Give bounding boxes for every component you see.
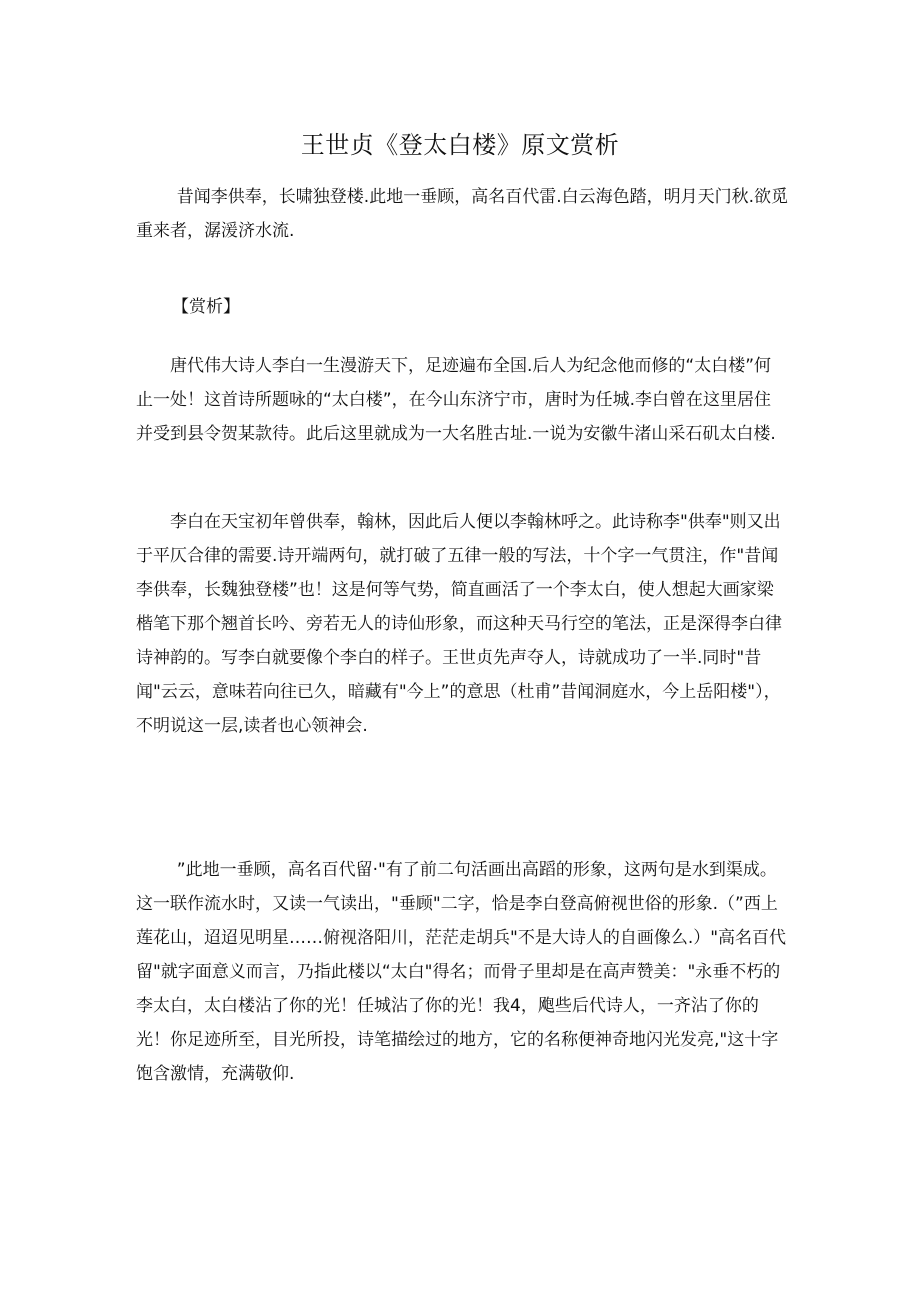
paragraph-3: ”此地一垂顾，高名百代留·"有了前二句活画出高蹈的形象，这两句是水到渠成。这一联作流水时，又读一气读出，"垂顾"二字，恰是李白登高俯视世俗的形象.（”西上莲花山，迢迢见明星……俯视洛阳川，茫茫走胡兵"不是大诗人的自画像么.）"高名百代留"就字面意义而言，乃指此楼以“太白"得名；而骨子里却是在高声赞美："永垂不朽的李太白，太白楼沾了你的光！任城沾了你的光！我4，飑些后代诗人，一齐沾了你的光！你足迹所至，目光所投，诗笔描绘过的地方，它的名称便神奇地闪光发亮,"这十字饱含激情，充满敬仰. — [136, 860, 787, 1084]
paragraph-2: 李白在天宝初年曾供奉，翰林，因此后人便以李翰林呼之。此诗称李"供奉"则又出于平仄合律的需要.诗开端两句，就打破了五律一般的写法，十个字一气贯注，作"昔闻李供奉，长魏独登楼”也！这是何等气势，简直画活了一个李太白，使人想起大画家梁楷笔下那个翘首长吟、旁若无人的诗仙形象，而这种天马行空的笔法，正是深得李白律诗神韵的。写李白就要像个李白的样子。王世贞先声夺人，诗就成功了一半.同时"昔闻"云云，意味若向往已久，暗藏有"今上”的意思（杜甫”昔闻洞庭水，今上岳阳楼"），不明说这一层,读者也心领神会. — [136, 512, 782, 736]
poem-text: 昔闻李供奉，长啸独登楼.此地一垂顾，高名百代雷.白云海色踏，明月天门秋.欲觅重来者，潺湲济水流. — [136, 187, 789, 241]
section-heading: 【赏析】 — [172, 297, 240, 317]
document-title: 王世贞《登太白楼》原文赏析 — [300, 131, 620, 159]
paragraph-1: 唐代伟大诗人李白一生漫游天下，足迹遍布全国.后人为纪念他而修的“太白楼”何止一处！这首诗所题咏的“太白楼”，在今山东济宁市，唐时为任城.李白曾在这里居住并受到县令贺某款待。此后这里就成为一大名胜古址.一说为安徽牛渚山采石矶太白楼. — [136, 356, 776, 444]
